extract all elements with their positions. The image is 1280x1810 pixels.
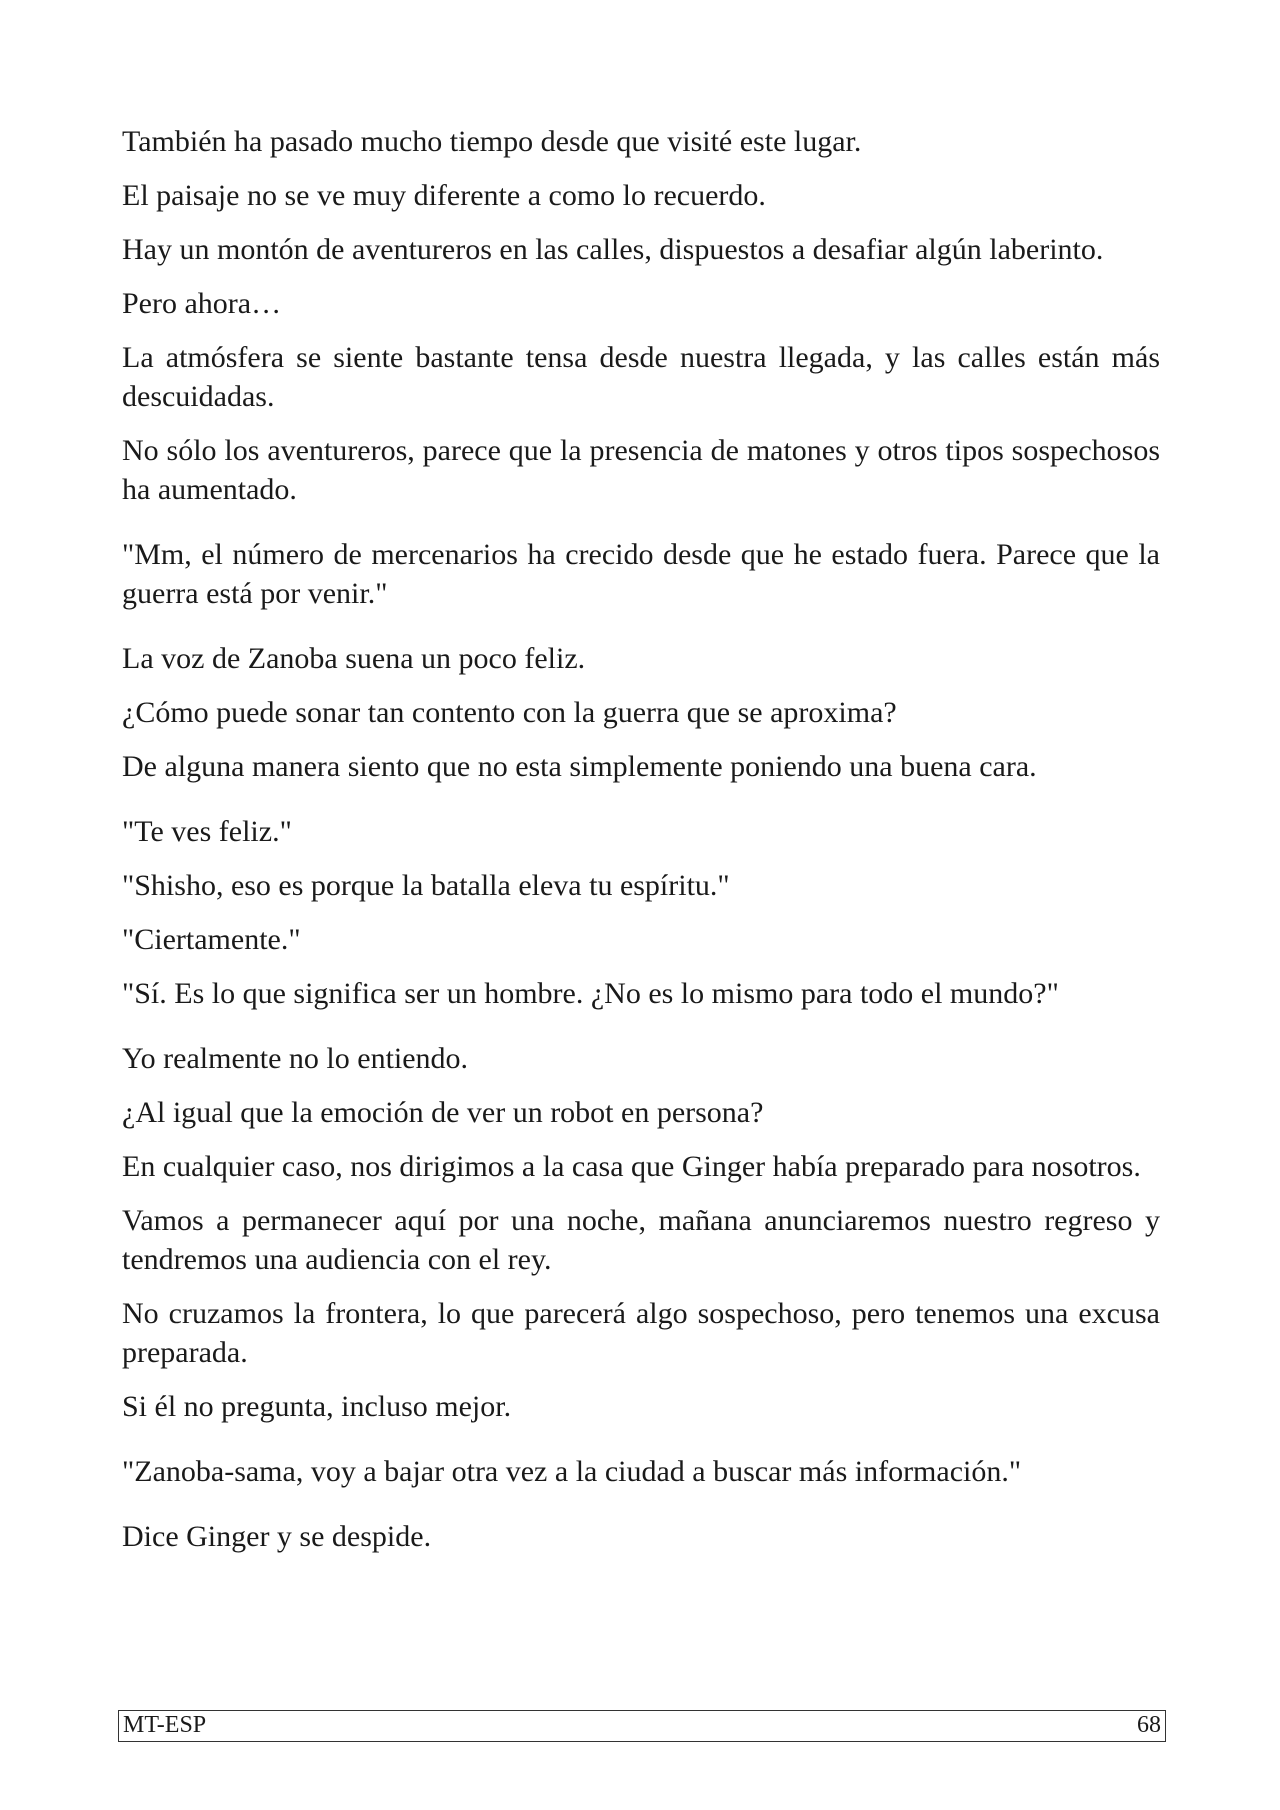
paragraph: Hay un montón de aventureros en las calles, dispuestos a desafiar algún laberinto. — [122, 233, 1104, 266]
page-number: 68 — [1137, 1712, 1161, 1738]
paragraph: No cruzamos la frontera, lo que parecerá algo sospechoso, pero tenemos una excusa preparada. — [122, 1297, 1160, 1369]
paragraph: La atmósfera se siente bastante tensa desde nuestra llegada, y las calles están más descuidadas. — [122, 341, 1160, 413]
paragraph: "Te ves feliz." — [122, 815, 292, 848]
paragraph: "Shisho, eso es porque la batalla eleva tu espíritu." — [122, 869, 730, 902]
paragraph: En cualquier caso, nos dirigimos a la casa que Ginger había preparado para nosotros. — [122, 1150, 1141, 1183]
paragraph: Pero ahora… — [122, 287, 282, 320]
paragraph: "Sí. Es lo que significa ser un hombre. ¿No es lo mismo para todo el mundo?" — [122, 977, 1059, 1010]
paragraph: "Mm, el número de mercenarios ha crecido desde que he estado fuera. Parece que la guerra está por venir." — [122, 538, 1160, 610]
paragraph: "Zanoba-sama, voy a bajar otra vez a la ciudad a buscar más información." — [122, 1455, 1022, 1488]
paragraph: Si él no pregunta, incluso mejor. — [122, 1390, 512, 1423]
paragraph: Vamos a permanecer aquí por una noche, mañana anunciaremos nuestro regreso y tendremos una audiencia con el rey. — [122, 1204, 1160, 1276]
paragraph: El paisaje no se ve muy diferente a como lo recuerdo. — [122, 179, 766, 212]
paragraph: También ha pasado mucho tiempo desde que visité este lugar. — [122, 125, 862, 158]
paragraph: La voz de Zanoba suena un poco feliz. — [122, 642, 586, 675]
paragraph: Yo realmente no lo entiendo. — [122, 1042, 469, 1075]
page-body — [122, 122, 1160, 1571]
page-footer — [118, 1710, 1166, 1742]
paragraph: Dice Ginger y se despide. — [122, 1520, 432, 1553]
paragraph: No sólo los aventureros, parece que la presencia de matones y otros tipos sospechosos ha aumentado. — [122, 434, 1160, 506]
paragraph: ¿Al igual que la emoción de ver un robot en persona? — [122, 1096, 764, 1129]
footer-label: MT-ESP — [123, 1712, 207, 1738]
paragraph: "Ciertamente." — [122, 923, 301, 956]
paragraph: ¿Cómo puede sonar tan contento con la guerra que se aproxima? — [122, 696, 897, 729]
paragraph: De alguna manera siento que no esta simplemente poniendo una buena cara. — [122, 750, 1037, 783]
